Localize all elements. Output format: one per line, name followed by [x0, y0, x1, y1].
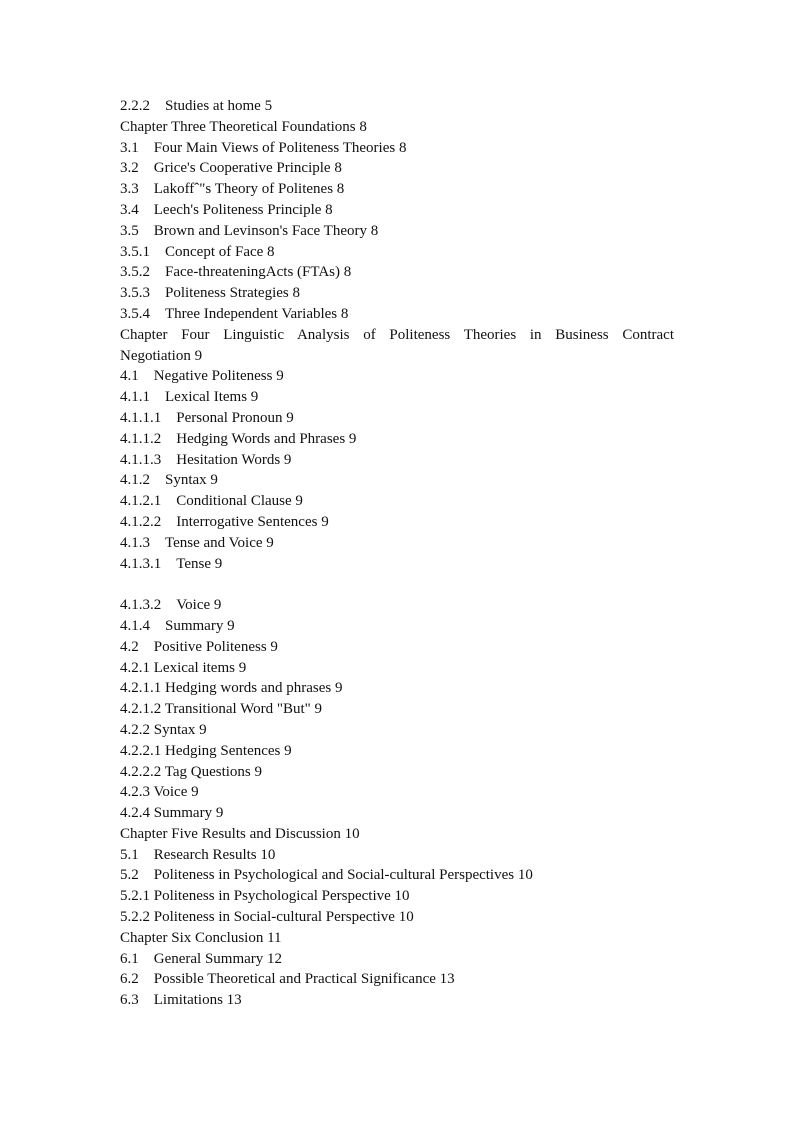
toc-entry: 4.1.1.2 Hedging Words and Phrases 9 — [120, 430, 357, 447]
toc-entry: 3.2 Grice's Cooperative Principle 8 — [120, 160, 342, 177]
toc-entry: Chapter Three Theoretical Foundations 8 — [120, 118, 367, 135]
toc-entry: 4.2.1 Lexical items 9 — [120, 659, 247, 676]
table-of-contents — [120, 96, 674, 1011]
toc-entry: 4.2.3 Voice 9 — [120, 784, 199, 801]
toc-entry: Chapter Six Conclusion 11 — [120, 929, 282, 946]
toc-blank-line — [120, 574, 674, 595]
toc-entry: 3.4 Leech's Politeness Principle 8 — [120, 201, 333, 218]
toc-entry: 4.1.2 Syntax 9 — [120, 472, 218, 489]
toc-entry: 4.1 Negative Politeness 9 — [120, 368, 284, 385]
toc-entry: 3.3 Lakoffˆ"s Theory of Politenes 8 — [120, 181, 345, 198]
toc-entry: 5.2 Politeness in Psychological and Social-cultural Perspectives 10 — [120, 867, 533, 884]
toc-entry: 3.1 Four Main Views of Politeness Theories 8 — [120, 139, 407, 156]
toc-entry: 4.1.2.1 Conditional Clause 9 — [120, 493, 303, 510]
toc-entry: 5.2.1 Politeness in Psychological Perspective 10 — [120, 888, 410, 905]
toc-entry: 2.2.2 Studies at home 5 — [120, 98, 273, 114]
toc-entry: Negotiation 9 — [120, 347, 203, 364]
toc-entry: 4.1.3.2 Voice 9 — [120, 597, 222, 614]
toc-entry: 4.1.1.3 Hesitation Words 9 — [120, 451, 292, 468]
toc-entry: 4.1.1 Lexical Items 9 — [120, 389, 259, 406]
toc-entry: 3.5.3 Politeness Strategies 8 — [120, 285, 300, 302]
toc-entry: Chapter Five Results and Discussion 10 — [120, 825, 360, 842]
toc-entry: 4.1.2.2 Interrogative Sentences 9 — [120, 513, 329, 530]
toc-entry: 4.2.2 Syntax 9 — [120, 721, 207, 738]
toc-entry: 6.1 General Summary 12 — [120, 950, 283, 967]
toc-entry: 4.2.1.2 Transitional Word "But" 9 — [120, 701, 323, 718]
toc-entry: 4.2.2.1 Hedging Sentences 9 — [120, 742, 292, 759]
toc-entry: 4.2.4 Summary 9 — [120, 805, 224, 822]
toc-entry: 6.3 Limitations 13 — [120, 992, 242, 1009]
toc-entry: 3.5.1 Concept of Face 8 — [120, 243, 275, 260]
toc-entry: 4.2.2.2 Tag Questions 9 — [120, 763, 263, 780]
toc-entry: 4.1.4 Summary 9 — [120, 617, 235, 634]
toc-entry: 4.1.1.1 Personal Pronoun 9 — [120, 409, 294, 426]
toc-entry: 3.5 Brown and Levinson's Face Theory 8 — [120, 222, 379, 239]
toc-entry: 4.1.3.1 Tense 9 — [120, 555, 223, 572]
toc-entry: 4.2 Positive Politeness 9 — [120, 638, 278, 655]
toc-entry: 4.1.3 Tense and Voice 9 — [120, 534, 274, 551]
toc-entry: 4.2.1.1 Hedging words and phrases 9 — [120, 680, 343, 697]
toc-entry: 3.5.2 Face-threateningActs (FTAs) 8 — [120, 264, 352, 281]
toc-entry: 5.1 Research Results 10 — [120, 846, 276, 863]
toc-entry: 5.2.2 Politeness in Social-cultural Perspective 10 — [120, 909, 414, 926]
toc-entry: 6.2 Possible Theoretical and Practical Significance 13 — [120, 971, 455, 988]
toc-entry: 3.5.4 Three Independent Variables 8 — [120, 305, 349, 322]
toc-entry: Chapter Four Linguistic Analysis of Politeness Theories in Business Contract — [120, 326, 674, 343]
